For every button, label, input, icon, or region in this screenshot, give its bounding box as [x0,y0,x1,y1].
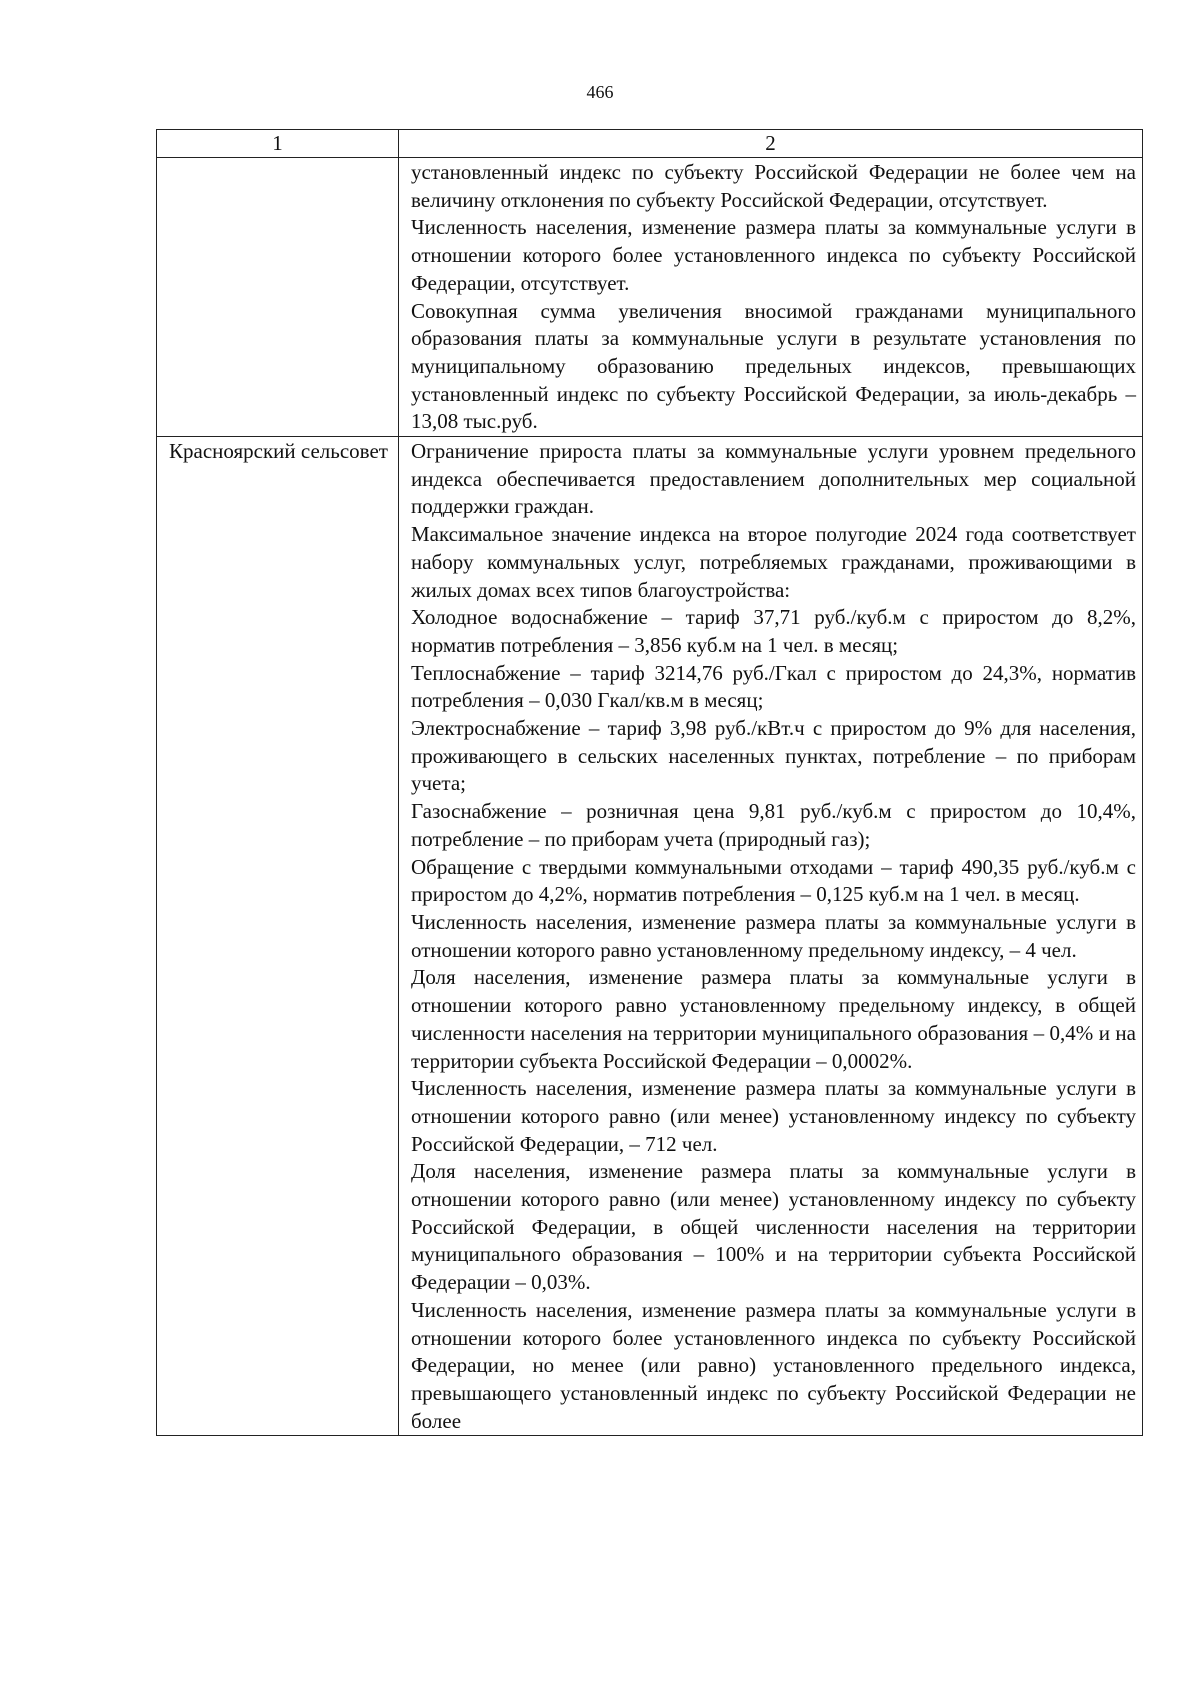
territory-name: Красноярский сельсовет [169,439,388,464]
paragraph: Холодное водоснабжение – тариф 37,71 руб./куб.м с приростом до 8,2%, норматив потребления – 3,856 куб.м на 1 чел. в месяц; [411,605,1136,657]
paragraph: Численность населения, изменение размера платы за коммунальные услуги в отношении которого равно (или менее) установленному индексу по субъекту Российской Федерации, – 712 чел. [411,1076,1136,1156]
column-header-2: 2 [399,130,1143,158]
paragraph: Теплоснабжение – тариф 3214,76 руб./Гкал с приростом до 24,3%, норматив потребления – 0,030 Гкал/кв.м в месяц; [411,660,1136,713]
territory-cell [157,158,399,437]
description-cell [399,437,1143,1436]
paragraph: Газоснабжение – розничная цена 9,81 руб./куб.м с приростом до 10,4%, потребление – по приборам учета (природный газ); [411,799,1136,851]
territory-name [169,158,390,159]
table-row [157,158,1143,437]
data-table [156,129,1143,1436]
page-number: 466 [586,82,614,102]
column-header-1: 1 [157,130,399,158]
paragraph: Доля населения, изменение размера платы за коммунальные услуги в отношении которого равно установленному предельному индексу, в общей численности населения на территории муниципального образования – 0,4% и на территории субъекта Российской Федерации – 0,0002%. [411,965,1136,1073]
paragraph: Доля населения, изменение размера платы за коммунальные услуги в отношении которого равно (или менее) установленному индексу по субъекту Российской Федерации, в общей численности населения на территории муниципального образования – 100% и на территории субъекта Российской Федерации – 0,03%. [411,1159,1136,1295]
paragraph: Численность населения, изменение размера платы за коммунальные услуги в отношении которого равно установленному предельному индексу, – 4 чел. [411,909,1136,962]
paragraph: Максимальное значение индекса на второе полугодие 2024 года соответствует набору коммунальных услуг, потребляемых гражданами, проживающими в жилых домах всех типов благоустройства: [411,522,1136,602]
description-cell [399,158,1143,437]
paragraph: Электроснабжение – тариф 3,98 руб./кВт.ч с приростом до 9% для населения, проживающего в сельских населенных пунктах, потребление – по приборам учета; [411,716,1136,796]
paragraph: Совокупная сумма увеличения вносимой гражданами муниципального образования платы за коммунальные услуги в результате установления по муниципальному образованию предельных индексов, превышающих установленный индекс по субъекту Российской Федерации, за июль-декабрь – 13,08 тыс.руб. [411,298,1136,434]
paragraph: Ограничение прироста платы за коммунальные услуги уровнем предельного индекса обеспечивается предоставлением дополнительных мер социальной поддержки граждан. [411,439,1136,519]
table-row [157,437,1143,1436]
paragraph: установленный индекс по субъекту Российской Федерации не более чем на величину отклонения по субъекту Российской Федерации, отсутствует. [411,160,1136,212]
table-header-row [157,130,1143,158]
paragraph: Обращение с твердыми коммунальными отходами – тариф 490,35 руб./куб.м с приростом до 4,2%, норматив потребления – 0,125 куб.м на 1 чел. в месяц. [411,854,1136,907]
territory-cell [157,437,399,1436]
paragraph: Численность населения, изменение размера платы за коммунальные услуги в отношении которого более установленного индекса по субъекту Российской Федерации, но менее (или равно) установленного предельного индекса, превышающего установленный индекс по субъекту Российской Федерации не более [411,1297,1136,1433]
paragraph: Численность населения, изменение размера платы за коммунальные услуги в отношении которого более установленного индекса по субъекту Российской Федерации, отсутствует. [411,215,1136,295]
